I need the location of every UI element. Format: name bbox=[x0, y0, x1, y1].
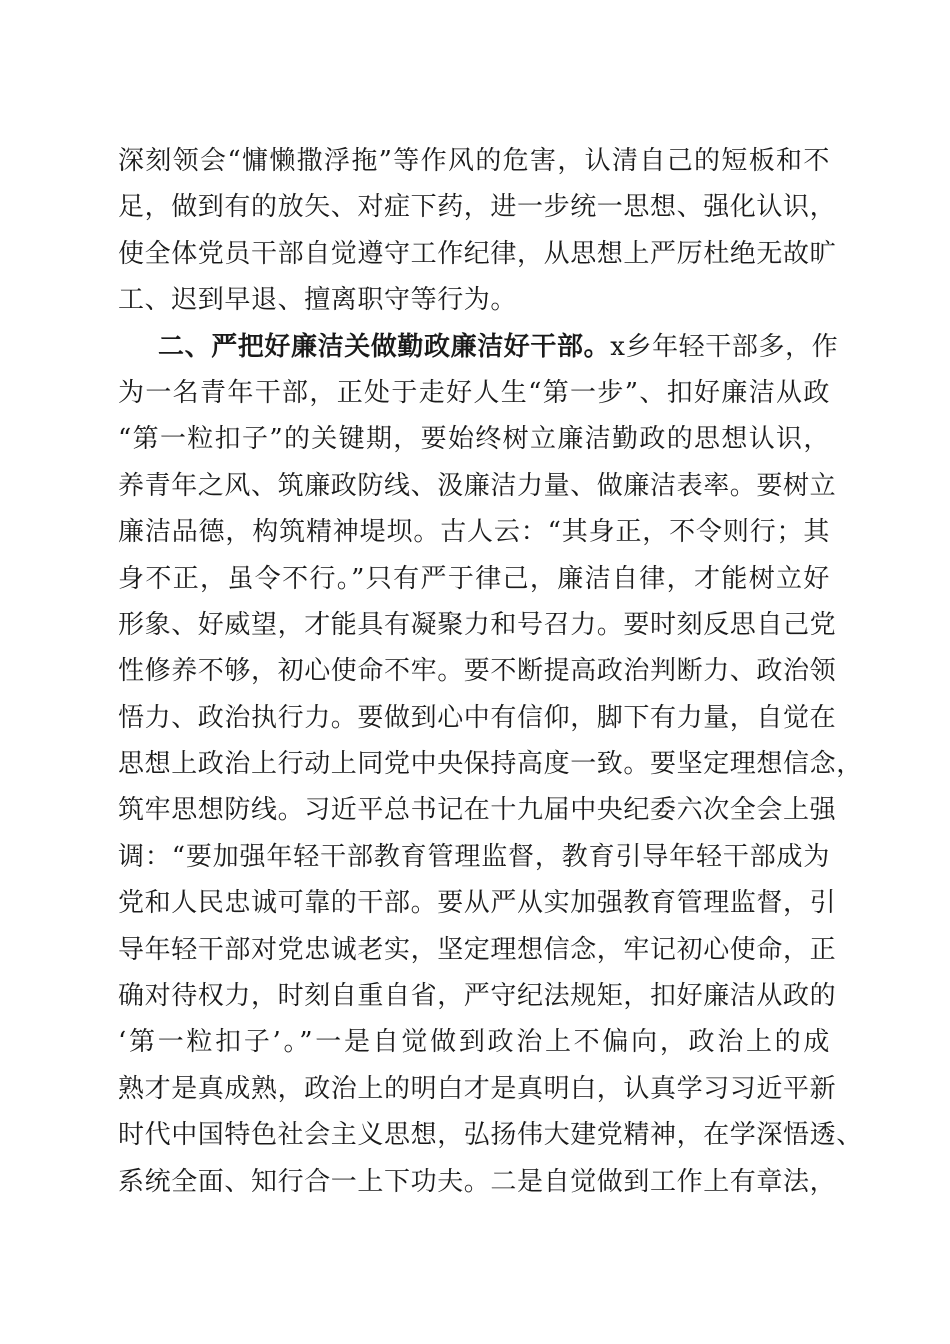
paragraph-1-line-3: 使全体党员干部自觉遵守工作纪律，从思想上严厉杜绝无故旷 bbox=[118, 238, 837, 269]
paragraph-2-line-11: 筑牢思想防线。习近平总书记在十九届中央纪委六次全会上强 bbox=[118, 795, 837, 826]
paragraph-2-line-3: “第一粒扣子”的关键期，要始终树立廉洁勤政的思想认识， bbox=[118, 424, 830, 455]
paragraph-2-line-17: 熟才是真成熟，政治上的明白才是真明白，认真学习习近平新 bbox=[118, 1073, 837, 1104]
paragraph-2-line-16: ‘第一粒扣子’。”一是自觉做到政治上不偏向，政治上的成 bbox=[118, 1027, 830, 1058]
paragraph-2-line-9: 悟力、政治执行力。要做到心中有信仰，脚下有力量，自觉在 bbox=[118, 702, 837, 733]
paragraph-2-line-15: 确对待权力，时刻自重自省，严守纪法规矩，扣好廉洁从政的 bbox=[118, 981, 837, 1012]
paragraph-1-line-4: 工、迟到早退、擅离职守等行为。 bbox=[118, 285, 518, 316]
paragraph-2-line-6: 身不正，虽令不行。”只有严于律己，廉洁自律，才能树立好 bbox=[118, 563, 830, 594]
paragraph-2-line-10: 思想上政治上行动上同党中央保持高度一致。要坚定理想信念， bbox=[118, 749, 863, 780]
paragraph-2-line-4: 养青年之风、筑廉政防线、汲廉洁力量、做廉洁表率。要树立 bbox=[118, 470, 837, 501]
paragraph-1-line-1: 深刻领会“慵懒撒浮拖”等作风的危害，认清自己的短板和不 bbox=[118, 146, 830, 176]
paragraph-2-line-19: 系统全面、知行合一上下功夫。二是自觉做到工作上有章法， bbox=[118, 1166, 837, 1197]
paragraph-2-line-18: 时代中国特色社会主义思想，弘扬伟大建党精神，在学深悟透、 bbox=[118, 1120, 863, 1151]
paragraph-1-line-2: 足，做到有的放矢、对症下药，进一步统一思想、强化认识， bbox=[118, 192, 837, 223]
section-heading: 二、严把好廉洁关做勤政廉洁好干部。 bbox=[158, 331, 611, 362]
paragraph-2-line-7: 形象、好威望，才能具有凝聚力和号召力。要时刻反思自己党 bbox=[118, 609, 837, 640]
paragraph-2-line-5: 廉洁品德，构筑精神堤坝。古人云：“其身正，不令则行；其 bbox=[118, 517, 830, 548]
paragraph-2-line-1 bbox=[118, 324, 839, 370]
paragraph-2-line-14: 导年轻干部对党忠诚老实，坚定理想信念，牢记初心使命，正 bbox=[118, 934, 837, 965]
paragraph-2-line-8: 性修养不够，初心使命不牢。要不断提高政治判断力、政治领 bbox=[118, 656, 837, 687]
paragraph-2-first-line-text: x乡年轻干部多，作 bbox=[610, 331, 839, 362]
paragraph-2-line-13: 党和人民忠诚可靠的干部。要从严从实加强教育管理监督，引 bbox=[118, 888, 837, 919]
paragraph-2-line-2: 为一名青年干部，正处于走好人生“第一步”、扣好廉洁从政 bbox=[118, 377, 830, 408]
document-body bbox=[118, 138, 863, 1205]
paragraph-2-line-12: 调：“要加强年轻干部教育管理监督，教育引导年轻干部成为 bbox=[118, 841, 830, 872]
